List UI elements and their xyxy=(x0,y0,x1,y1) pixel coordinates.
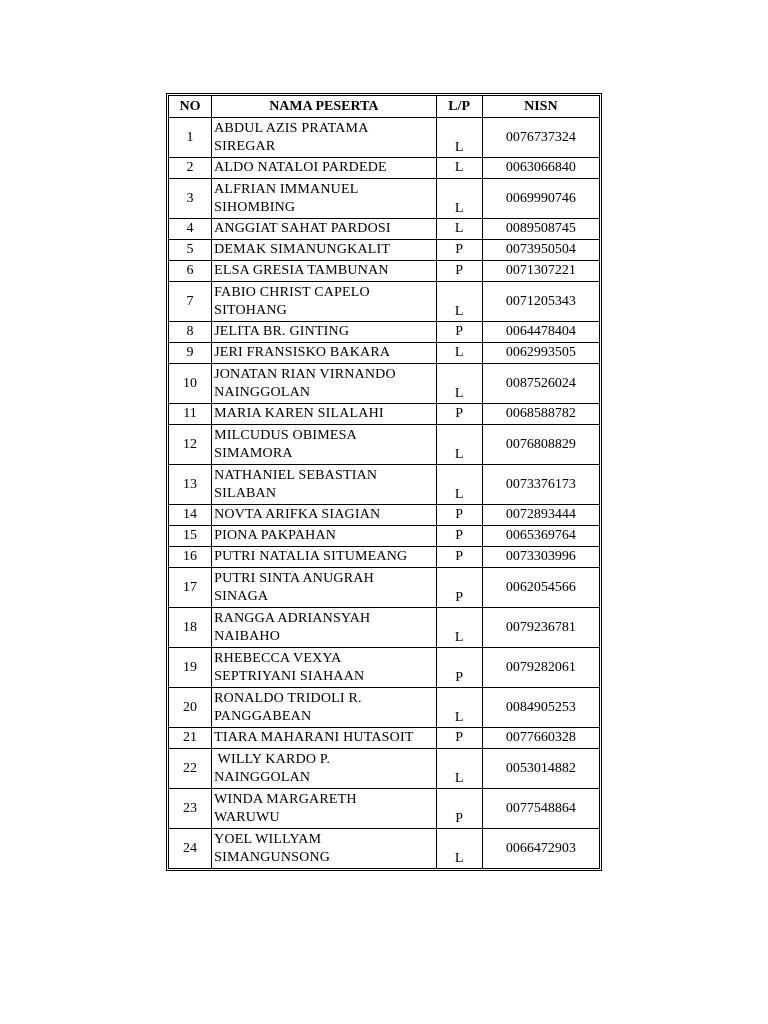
table-row xyxy=(169,465,600,505)
table-row xyxy=(169,261,600,282)
cell-lp: P xyxy=(436,322,482,343)
table-header-row xyxy=(169,96,600,118)
cell-nisn: 0071307221 xyxy=(482,261,599,282)
cell-no: 12 xyxy=(169,425,212,465)
cell-no: 6 xyxy=(169,261,212,282)
cell-no: 3 xyxy=(169,179,212,219)
cell-lp: L xyxy=(436,219,482,240)
cell-name xyxy=(212,547,437,568)
cell-no: 9 xyxy=(169,343,212,364)
name-line: SITOHANG xyxy=(214,302,287,318)
cell-lp: L xyxy=(436,425,482,465)
table-row xyxy=(169,526,600,547)
cell-no: 23 xyxy=(169,789,212,829)
table-row xyxy=(169,728,600,749)
cell-nisn: 0073950504 xyxy=(482,240,599,261)
cell-nisn: 0087526024 xyxy=(482,364,599,404)
name-line: JELITA BR. GINTING xyxy=(214,324,350,339)
cell-name xyxy=(212,261,437,282)
name-line: WILLY KARDO P. xyxy=(214,751,331,767)
cell-lp: L xyxy=(436,688,482,728)
cell-name xyxy=(212,465,437,505)
table-row xyxy=(169,158,600,179)
name-line: NAINGGOLAN xyxy=(214,769,311,785)
name-line: SIREGAR xyxy=(214,138,276,154)
cell-no: 16 xyxy=(169,547,212,568)
cell-nisn: 0071205343 xyxy=(482,282,599,322)
cell-name xyxy=(212,158,437,179)
cell-name xyxy=(212,179,437,219)
cell-no: 5 xyxy=(169,240,212,261)
participant-table xyxy=(168,95,600,869)
cell-nisn: 0073303996 xyxy=(482,547,599,568)
table-row xyxy=(169,364,600,404)
name-line: SIMAMORA xyxy=(214,445,293,461)
cell-nisn: 0077660328 xyxy=(482,728,599,749)
name-line: ELSA GRESIA TAMBUNAN xyxy=(214,263,389,278)
name-line: WINDA MARGARETH xyxy=(214,791,357,807)
cell-no: 11 xyxy=(169,404,212,425)
table-row xyxy=(169,282,600,322)
name-line: RANGGA ADRIANSYAH xyxy=(214,610,371,626)
table-row xyxy=(169,608,600,648)
cell-no: 10 xyxy=(169,364,212,404)
name-line: MARIA KAREN SILALAHI xyxy=(214,406,384,421)
cell-no: 7 xyxy=(169,282,212,322)
cell-lp: P xyxy=(436,728,482,749)
cell-lp: P xyxy=(436,789,482,829)
table-row xyxy=(169,829,600,869)
table-row xyxy=(169,118,600,158)
table-row xyxy=(169,547,600,568)
cell-nisn: 0077548864 xyxy=(482,789,599,829)
name-line: NATHANIEL SEBASTIAN xyxy=(214,467,378,483)
cell-lp: L xyxy=(436,343,482,364)
cell-lp: P xyxy=(436,526,482,547)
table-row xyxy=(169,343,600,364)
cell-lp: P xyxy=(436,404,482,425)
cell-no: 17 xyxy=(169,568,212,608)
name-line: NAINGGOLAN xyxy=(214,384,311,400)
table-row xyxy=(169,749,600,789)
name-line: NAIBAHO xyxy=(214,628,281,644)
cell-name xyxy=(212,404,437,425)
name-line: TIARA MAHARANI HUTASOIT xyxy=(214,730,414,745)
name-line: NOVTA ARIFKA SIAGIAN xyxy=(214,507,381,522)
cell-no: 20 xyxy=(169,688,212,728)
cell-nisn: 0073376173 xyxy=(482,465,599,505)
name-line: YOEL WILLYAM xyxy=(214,831,322,847)
cell-lp: P xyxy=(436,240,482,261)
cell-no: 18 xyxy=(169,608,212,648)
cell-name xyxy=(212,425,437,465)
cell-name xyxy=(212,568,437,608)
cell-name xyxy=(212,282,437,322)
table-row xyxy=(169,648,600,688)
header-name: NAMA PESERTA xyxy=(212,96,437,118)
name-line: DEMAK SIMANUNGKALIT xyxy=(214,242,391,257)
header-nisn: NISN xyxy=(482,96,599,118)
name-line: PUTRI NATALIA SITUMEANG xyxy=(214,549,408,564)
cell-lp: P xyxy=(436,505,482,526)
cell-nisn: 0064478404 xyxy=(482,322,599,343)
table-row xyxy=(169,240,600,261)
name-line: MILCUDUS OBIMESA xyxy=(214,427,357,443)
cell-name xyxy=(212,749,437,789)
cell-nisn: 0063066840 xyxy=(482,158,599,179)
cell-name xyxy=(212,648,437,688)
table-row xyxy=(169,322,600,343)
cell-no: 1 xyxy=(169,118,212,158)
name-line: WARUWU xyxy=(214,809,280,825)
cell-lp: P xyxy=(436,648,482,688)
cell-no: 8 xyxy=(169,322,212,343)
cell-name xyxy=(212,728,437,749)
cell-lp: L xyxy=(436,749,482,789)
name-line: RONALDO TRIDOLI R. xyxy=(214,690,362,706)
cell-no: 13 xyxy=(169,465,212,505)
cell-nisn: 0076737324 xyxy=(482,118,599,158)
cell-no: 24 xyxy=(169,829,212,869)
cell-no: 19 xyxy=(169,648,212,688)
name-line: JONATAN RIAN VIRNANDO xyxy=(214,366,396,382)
table-row xyxy=(169,505,600,526)
cell-no: 4 xyxy=(169,219,212,240)
header-no: NO xyxy=(169,96,212,118)
cell-name xyxy=(212,526,437,547)
cell-name xyxy=(212,118,437,158)
cell-name xyxy=(212,608,437,648)
cell-name xyxy=(212,219,437,240)
table-row xyxy=(169,425,600,465)
name-line: PUTRI SINTA ANUGRAH xyxy=(214,570,374,586)
cell-name xyxy=(212,240,437,261)
table-body xyxy=(169,118,600,869)
cell-lp: L xyxy=(436,829,482,869)
cell-no: 14 xyxy=(169,505,212,526)
name-line: ALDO NATALOI PARDEDE xyxy=(214,160,387,175)
cell-no: 22 xyxy=(169,749,212,789)
cell-nisn: 0069990746 xyxy=(482,179,599,219)
cell-nisn: 0068588782 xyxy=(482,404,599,425)
name-line: ALFRIAN IMMANUEL xyxy=(214,181,359,197)
cell-lp: L xyxy=(436,282,482,322)
cell-nisn: 0072893444 xyxy=(482,505,599,526)
cell-lp: L xyxy=(436,118,482,158)
name-line: SILABAN xyxy=(214,485,277,501)
cell-nisn: 0053014882 xyxy=(482,749,599,789)
name-line: PIONA PAKPAHAN xyxy=(214,528,337,543)
cell-nisn: 0089508745 xyxy=(482,219,599,240)
name-line: RHEBECCA VEXYA xyxy=(214,650,342,666)
cell-lp: P xyxy=(436,547,482,568)
name-line: SINAGA xyxy=(214,588,269,604)
cell-nisn: 0062993505 xyxy=(482,343,599,364)
table-row xyxy=(169,404,600,425)
cell-lp: P xyxy=(436,261,482,282)
cell-nisn: 0065369764 xyxy=(482,526,599,547)
name-line: ABDUL AZIS PRATAMA xyxy=(214,120,369,136)
name-line: SIMANGUNSONG xyxy=(214,849,331,865)
name-line: FABIO CHRIST CAPELO xyxy=(214,284,370,300)
cell-lp: P xyxy=(436,568,482,608)
cell-nisn: 0079282061 xyxy=(482,648,599,688)
name-line: JERI FRANSISKO BAKARA xyxy=(214,345,391,360)
cell-nisn: 0062054566 xyxy=(482,568,599,608)
name-line: PANGGABEAN xyxy=(214,708,312,724)
cell-lp: L xyxy=(436,158,482,179)
cell-nisn: 0076808829 xyxy=(482,425,599,465)
cell-name xyxy=(212,322,437,343)
participant-table-frame xyxy=(166,93,602,871)
cell-lp: L xyxy=(436,364,482,404)
name-line: SIHOMBING xyxy=(214,199,296,215)
cell-name xyxy=(212,688,437,728)
cell-nisn: 0084905253 xyxy=(482,688,599,728)
cell-no: 15 xyxy=(169,526,212,547)
name-line: SEPTRIYANI SIAHAAN xyxy=(214,668,365,684)
table-row xyxy=(169,568,600,608)
name-line: ANGGIAT SAHAT PARDOSI xyxy=(214,221,391,236)
table-row xyxy=(169,219,600,240)
cell-name xyxy=(212,789,437,829)
cell-name xyxy=(212,343,437,364)
cell-lp: L xyxy=(436,179,482,219)
cell-name xyxy=(212,829,437,869)
cell-nisn: 0079236781 xyxy=(482,608,599,648)
cell-name xyxy=(212,364,437,404)
table-row xyxy=(169,688,600,728)
cell-no: 2 xyxy=(169,158,212,179)
cell-lp: L xyxy=(436,608,482,648)
cell-lp: L xyxy=(436,465,482,505)
header-lp: L/P xyxy=(436,96,482,118)
table-row xyxy=(169,789,600,829)
table-row xyxy=(169,179,600,219)
cell-name xyxy=(212,505,437,526)
cell-no: 21 xyxy=(169,728,212,749)
cell-nisn: 0066472903 xyxy=(482,829,599,869)
